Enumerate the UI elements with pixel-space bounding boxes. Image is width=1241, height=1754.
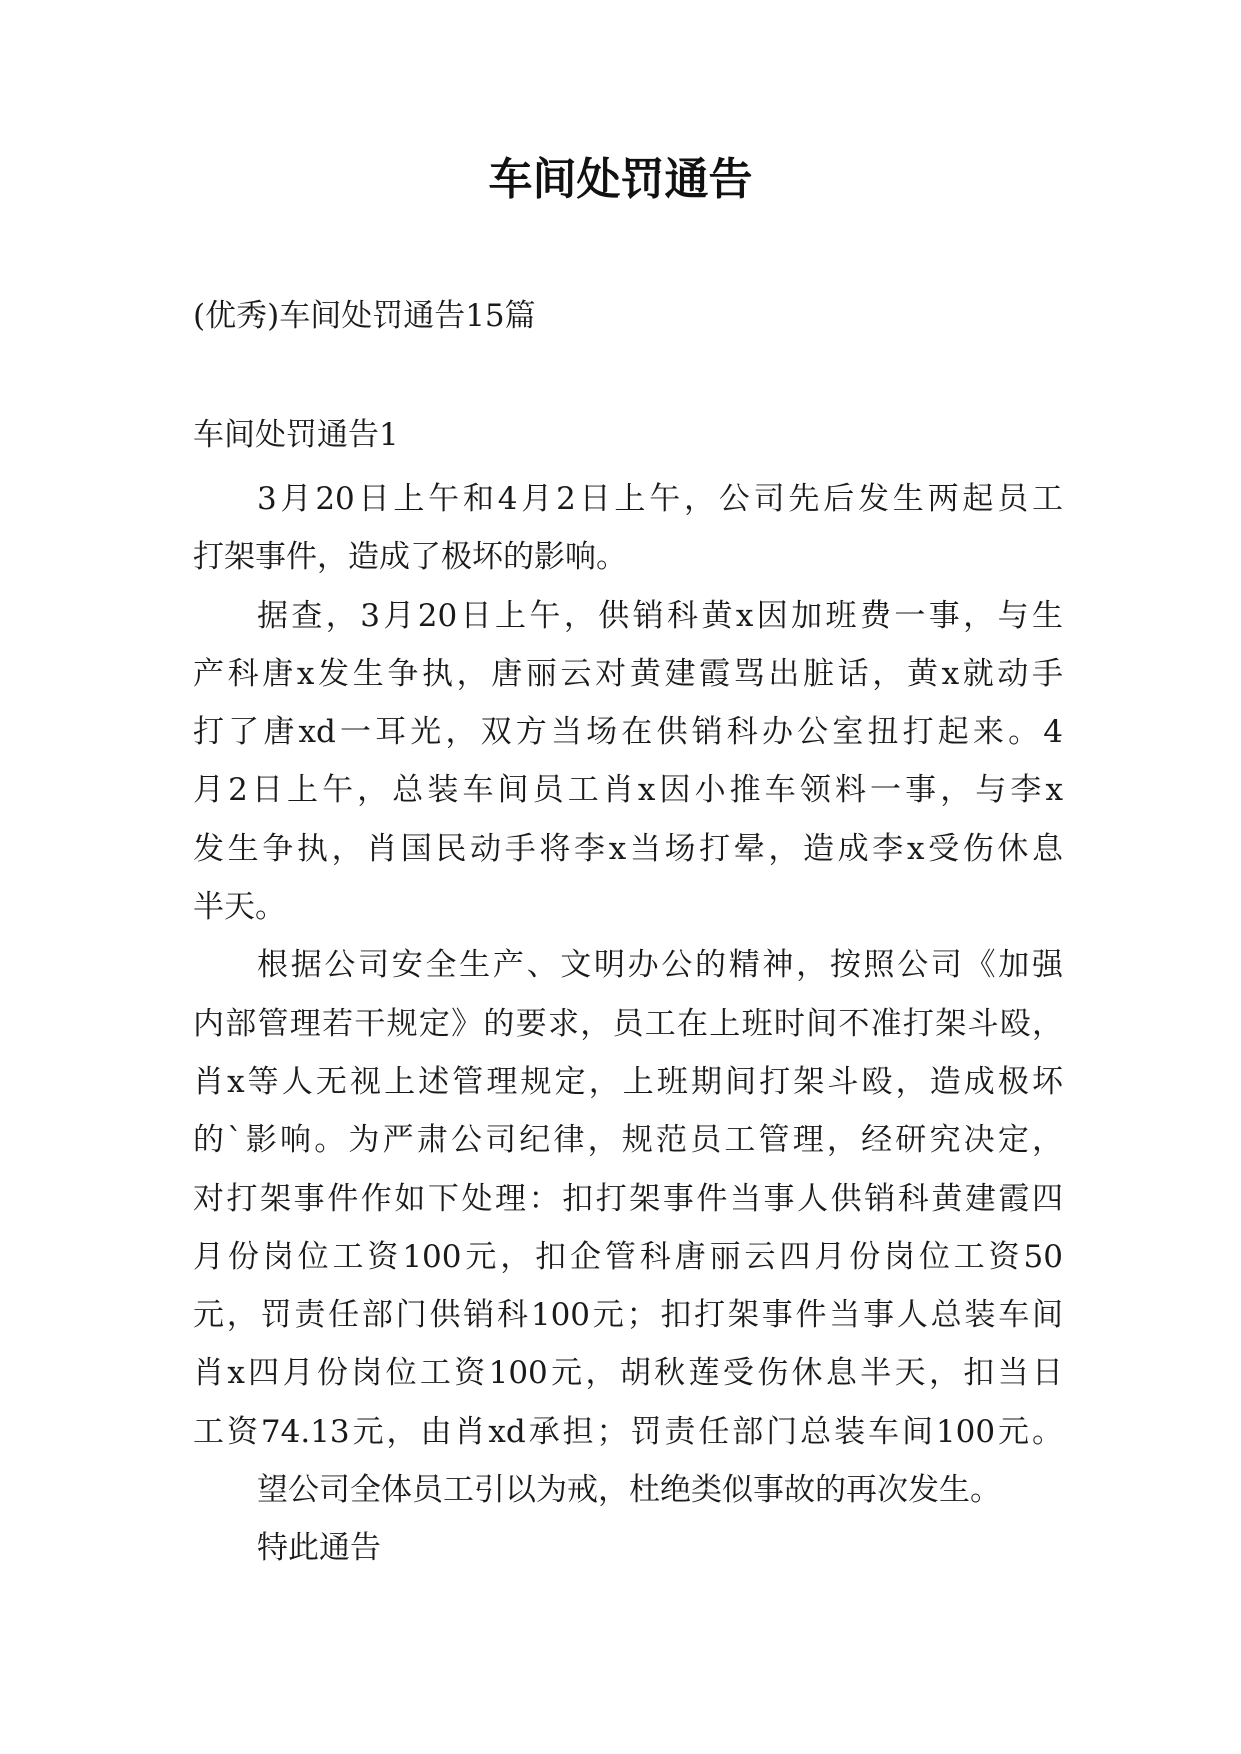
paragraph-line: 的`影响。为严肃公司纪律，规范员工管理，经研究决定， <box>193 1122 1063 1159</box>
document-subtitle: (优秀)车间处罚通告15篇 <box>193 298 536 334</box>
paragraph-line: 肖x四月份岗位工资100元，胡秋莲受伤休息半天，扣当日 <box>193 1355 1063 1392</box>
paragraph-warning <box>193 1461 1063 1519</box>
paragraph-line: 据查，3月20日上午，供销科黄x因加班费一事，与生 <box>257 597 1063 634</box>
paragraph-closing <box>193 1519 1063 1577</box>
paragraph-line: 肖x等人无视上述管理规定，上班期间打架斗殴，造成极坏 <box>193 1063 1063 1100</box>
paragraph-line: 元，罚责任部门供销科100元；扣打架事件当事人总装车间 <box>193 1297 1063 1334</box>
paragraph-incident-summary <box>193 470 1063 587</box>
paragraph-line: 望公司全体员工引以为戒，杜绝类似事故的再次发生。 <box>257 1472 1001 1509</box>
document-title: 车间处罚通告 <box>488 154 753 205</box>
section-heading: 车间处罚通告1 <box>193 417 399 453</box>
paragraph-line: 发生争执，肖国民动手将李x当场打晕，造成李x受伤休息 <box>193 830 1063 867</box>
paragraph-decision <box>193 936 1063 1461</box>
paragraph-line: 月2日上午，总装车间员工肖x因小推车领料一事，与李x <box>193 772 1063 809</box>
paragraph-line: 工资74.13元，由肖xd承担；罚责任部门总装车间100元。 <box>193 1413 1063 1450</box>
document-body <box>193 470 1063 1578</box>
paragraph-line: 月份岗位工资100元，扣企管科唐丽云四月份岗位工资50 <box>193 1238 1063 1275</box>
paragraph-line: 3月20日上午和4月2日上午，公司先后发生两起员工 <box>257 481 1063 517</box>
paragraph-investigation <box>193 587 1063 937</box>
paragraph-line: 打架事件，造成了极坏的影响。 <box>193 539 627 576</box>
paragraph-line: 打了唐xd一耳光，双方当场在供销科办公室扭打起来。4 <box>193 714 1063 751</box>
paragraph-line: 根据公司安全生产、文明办公的精神，按照公司《加强 <box>257 947 1063 984</box>
paragraph-line: 半天。 <box>193 889 286 926</box>
closing-line: 特此通告 <box>257 1530 381 1567</box>
paragraph-line: 对打架事件作如下处理：扣打架事件当事人供销科黄建霞四 <box>193 1180 1063 1217</box>
paragraph-line: 内部管理若干规定》的要求，员工在上班时间不准打架斗殴， <box>193 1005 1063 1042</box>
paragraph-line: 产科唐x发生争执，唐丽云对黄建霞骂出脏话，黄x就动手 <box>193 655 1063 692</box>
